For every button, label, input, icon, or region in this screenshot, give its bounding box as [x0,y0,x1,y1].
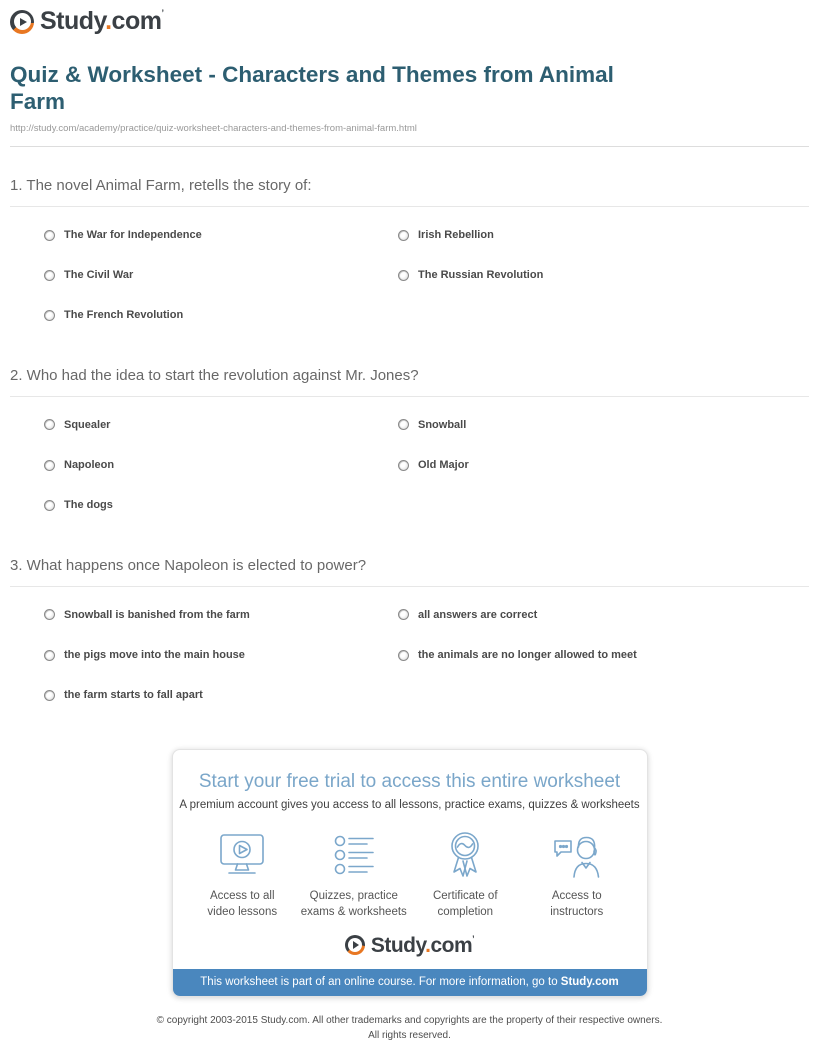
instructor-chat-icon [521,831,633,879]
answer-option[interactable] [44,608,398,622]
answer-option[interactable] [398,608,809,622]
divider [10,146,809,147]
studycom-play-icon [10,10,34,34]
option-label: Irish Rebellion [418,228,494,241]
feature-certificate [410,831,522,920]
option-label: Squealer [64,418,111,431]
answer-option[interactable] [398,228,809,242]
question-1 [10,177,809,323]
promo-studycom-logo[interactable] [173,935,647,956]
radio-button[interactable] [398,419,409,430]
page-title: Quiz & Worksheet - Characters and Themes from Animal Farm [10,62,614,115]
radio-button[interactable] [398,230,409,241]
radio-button[interactable] [398,650,409,661]
question-text: 3. What happens once Napoleon is elected to power? [10,557,809,587]
radio-button[interactable] [44,500,55,511]
feature-label: Certificate of completion [432,889,498,918]
question-text: 2. Who had the idea to start the revolution against Mr. Jones? [10,367,809,397]
studycom-logo-text: Study.com’ [370,933,475,957]
answer-option[interactable] [44,688,398,702]
quizzes-checklist-icon [298,831,410,879]
feature-label: Access to all video lessons [207,889,278,918]
option-label: Napoleon [64,459,115,472]
option-label: The Russian Revolution [418,269,544,282]
radio-button[interactable] [398,609,409,620]
promo-features [187,831,633,920]
promo-heading: Start your free trial to access this entire worksheet [198,770,621,792]
free-trial-promo-card [172,749,648,997]
answer-option[interactable] [398,268,809,282]
radio-button[interactable] [44,609,55,620]
certificate-ribbon-icon [410,831,522,879]
radio-button[interactable] [44,270,55,281]
answer-option[interactable] [398,648,809,662]
option-label: the pigs move into the main house [64,648,245,661]
answer-option[interactable] [44,228,398,242]
radio-button[interactable] [44,419,55,430]
feature-quizzes [298,831,410,920]
option-label: Old Major [418,459,469,472]
option-label: the farm starts to fall apart [64,689,203,702]
option-label: Snowball is banished from the farm [64,608,250,621]
radio-button[interactable] [398,270,409,281]
radio-button[interactable] [44,310,55,321]
studycom-link[interactable]: Study.com [560,975,619,988]
answer-option[interactable] [44,458,398,472]
course-info-banner[interactable]: This worksheet is part of an online course. For more information, go to Study.com [173,969,647,996]
option-label: Snowball [418,418,467,431]
radio-button[interactable] [398,460,409,471]
question-text: 1. The novel Animal Farm, retells the story of: [10,177,809,207]
radio-button[interactable] [44,460,55,471]
options-grid [10,608,809,703]
answer-option[interactable] [44,418,398,432]
feature-instructors [521,831,633,920]
video-lessons-monitor-icon [187,831,299,879]
options-grid [10,228,809,323]
promo-subheading: A premium account gives you access to all lessons, practice exams, quizzes & worksheets [179,798,640,811]
option-label: The dogs [64,499,113,512]
radio-button[interactable] [44,230,55,241]
option-label: The French Revolution [64,309,184,322]
option-label: The War for Independence [64,228,202,241]
feature-label: Access to instructors [550,889,604,918]
page-url: http://study.com/academy/practice/quiz-worksheet-characters-and-themes-from-animal-farm.html [10,122,417,134]
copyright-notice: © copyright 2003-2015 Study.com. All other trademarks and copyrights are the property of their respective owners. All rights reserved. [156,1014,663,1042]
feature-label: Quizzes, practice exams & worksheets [300,889,407,918]
answer-option[interactable] [44,648,398,662]
option-label: the animals are no longer allowed to meet [418,648,637,661]
worksheet-page [0,9,819,1044]
radio-button[interactable] [44,650,55,661]
studycom-logo-text: Study.com’ [40,7,164,35]
answer-option[interactable] [398,418,809,432]
option-label: The Civil War [64,269,134,282]
question-2 [10,367,809,513]
studycom-logo[interactable] [10,9,809,34]
question-3 [10,557,809,703]
option-label: all answers are correct [418,608,538,621]
answer-option[interactable] [44,268,398,282]
answer-option[interactable] [44,498,398,512]
radio-button[interactable] [44,690,55,701]
feature-video-lessons [187,831,299,920]
answer-option[interactable] [44,308,398,322]
answer-option[interactable] [398,458,809,472]
studycom-play-icon [345,935,365,955]
options-grid [10,418,809,513]
